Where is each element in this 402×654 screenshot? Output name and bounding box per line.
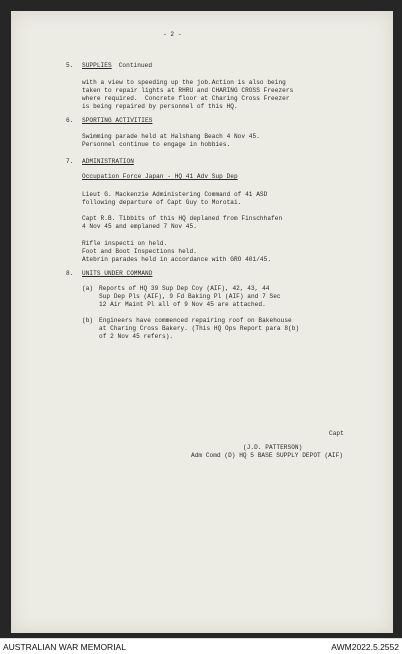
section-7-paragraph-line: following departure of Capt Guy to Morotai.: [82, 199, 242, 206]
signature-rank: Capt: [329, 430, 344, 437]
archive-footer: [0, 638, 402, 654]
section-5-heading: SUPPLIES: [82, 62, 112, 69]
section-5-line: taken to repair lights at RHRU and CHARING CROSS Freezers: [82, 87, 294, 94]
section-7-paragraph-line: 4 Nov 45 and emplaned 7 Nov 45.: [82, 223, 197, 230]
section-8-item-label: (a): [82, 285, 94, 292]
document-page: [11, 11, 393, 633]
section-5-line: where required. Concrete floor at Charing Cross Freezer: [82, 95, 290, 102]
section-5-heading-suffix: Continued: [115, 62, 153, 69]
section-5-line: is being repaired by personnel of this HQ.: [82, 103, 238, 110]
section-8-heading: UNITS UNDER COMMAND: [82, 270, 153, 277]
section-7-number: 7.: [66, 158, 74, 165]
page-number: - 2 -: [163, 31, 182, 38]
section-5-line: with a view to speeding up the job.Action is also being: [82, 79, 286, 86]
section-6-line: Swimming parade held at Halshang Beach 4 Nov 45.: [82, 133, 260, 140]
section-8-item-line: Sup Dep Pls (AIF), 9 Fd Baking Pl (AIF) and 7 Sec: [99, 293, 281, 300]
section-8-item-line: Engineers have commenced repairing roof on Bakehouse: [99, 317, 292, 324]
section-7-paragraph-line: Lieut G. Mackenzie Administering Command of 41 ASD: [82, 191, 268, 198]
section-8-item-line: of 2 Nov 45 refers).: [99, 333, 174, 340]
section-7-heading: ADMINISTRATION: [82, 158, 134, 165]
item-reference: AWM2022.5.2552: [331, 642, 399, 652]
section-7-paragraph-line: Capt R.B. Tibbits of this HQ deplaned from Finschhafen: [82, 215, 283, 222]
section-8-item-line: Reports of HQ 39 Sup Dep Coy (AIF), 42, 43, 44: [99, 285, 270, 292]
section-5-number: 5.: [66, 62, 74, 69]
section-7-paragraph-line: Atebrin parades held in accordance with GRO 401/45.: [82, 256, 272, 263]
section-8-number: 8.: [66, 270, 74, 277]
section-8-item-label: (b): [82, 317, 94, 324]
section-6-number: 6.: [66, 117, 74, 124]
section-7-paragraph-line: Rifle inspecti on held.: [82, 240, 168, 247]
section-6-heading: SPORTING ACTIVITIES: [82, 117, 153, 124]
section-7-paragraph-line: Foot and Boot Inspections held.: [82, 248, 197, 255]
institution-label: AUSTRALIAN WAR MEMORIAL: [3, 642, 126, 652]
signature-name: (J.D. PATTERSON): [243, 444, 303, 451]
signature-title: Adm Comd (D) HQ 5 BASE SUPPLY DEPOT (AIF): [191, 452, 343, 459]
section-7-subheading: Occupation Force Japan - HQ 41 Adv Sup Dep: [82, 173, 238, 180]
section-8-item-line: at Charing Cross Bakery. (This HQ Ops Report para 8(b): [99, 325, 300, 332]
section-8-item-line: 12 Air Maint Pl all of 9 Nov 45 are attached.: [99, 301, 266, 308]
section-6-line: Personnel continue to engage in hobbies.: [82, 141, 231, 148]
